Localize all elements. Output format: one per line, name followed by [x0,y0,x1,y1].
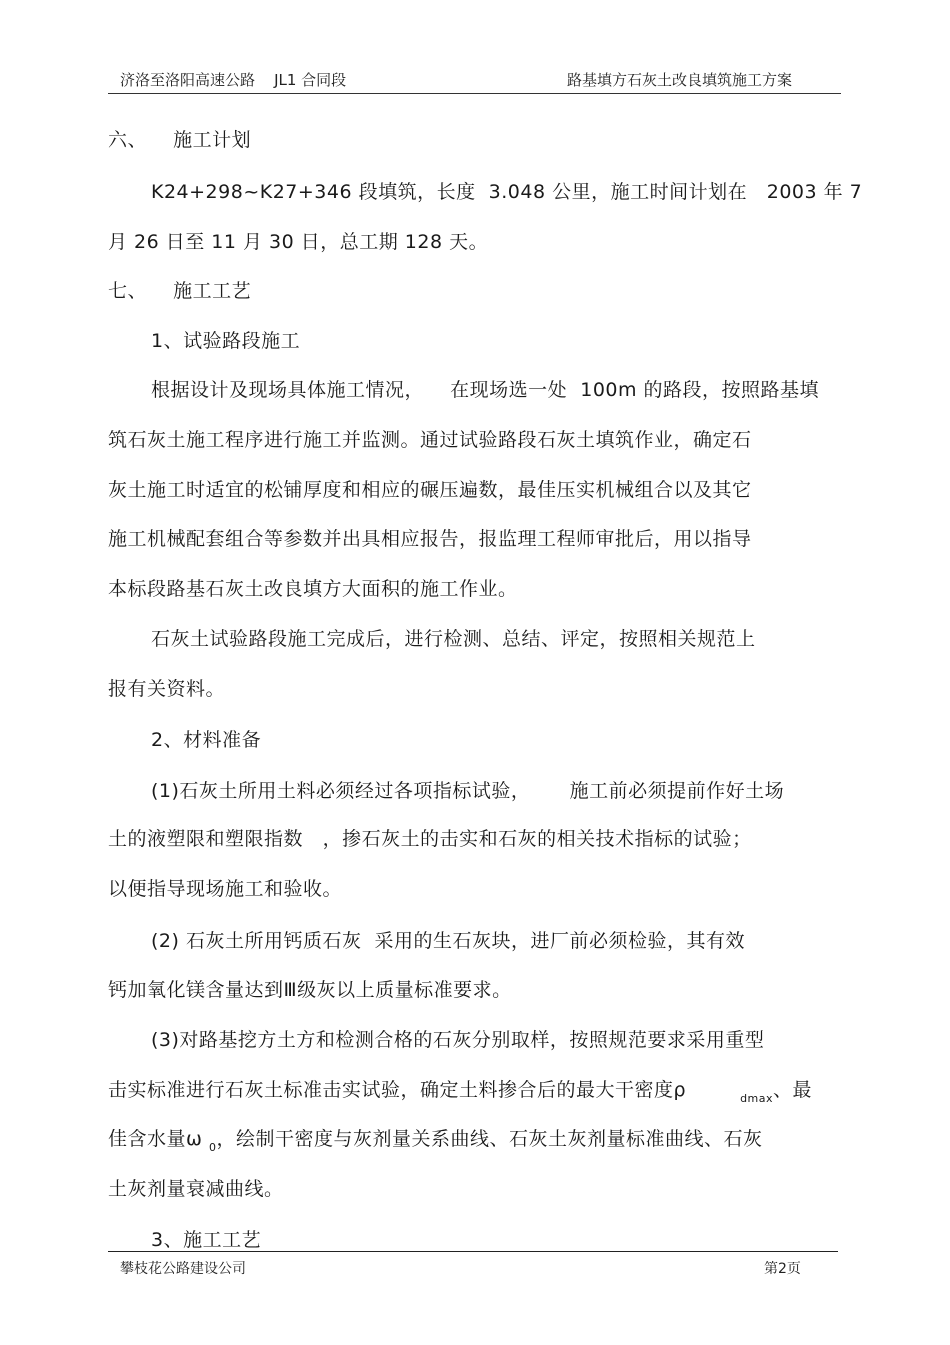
subscript-dmax: dmax [740,1092,774,1105]
paragraph-line: (3)对路基挖方土方和检测合格的石灰分别取样，按照规范要求采用重型 [151,1029,765,1051]
footer-divider [108,1251,838,1252]
page-number: 第2页 [764,1261,801,1277]
paragraph-line: 报有关资料。 [108,678,226,700]
header-left: 济洛至洛阳高速公路 JL1 合同段 [120,71,347,89]
paragraph-line: 月 26 日至 11 月 30 日，总工期 128 天。 [108,231,489,253]
footer-left: 攀枝花公路建设公司 [120,1261,246,1277]
paragraph-line: 土灰剂量衰减曲线。 [108,1178,284,1200]
header-right: 路基填方石灰土改良填筑施工方案 [567,71,793,89]
paragraph-line-with-subscript [108,1127,762,1154]
paragraph-line: 本标段路基石灰土改良填方大面积的施工作业。 [108,578,518,600]
paragraph-line-with-subscript [108,1078,812,1105]
paragraph-line: 施工机械配套组合等参数并出具相应报告，报监理工程师审批后，用以指导 [108,528,752,550]
paragraph-line: K24+298~K27+346 段填筑，长度 3.048 公里，施工时间计划在 2003 年 7 [151,181,863,203]
section-6-heading: 六、 施工计划 [108,129,252,151]
paragraph-line: 灰土施工时适宜的松铺厚度和相应的碾压遍数，最佳压实机械组合以及其它 [108,479,752,501]
subsection-2-heading: 2、材料准备 [151,729,262,751]
subsection-3-heading: 3、施工工艺 [151,1229,262,1251]
text-run: ，绘制干密度与灰剂量关系曲线、石灰土灰剂量标准曲线、石灰 [216,1128,763,1150]
subscript-0: 0 [208,1141,217,1154]
paragraph-line: (1)石灰土所用土料必须经过各项指标试验， 施工前必须提前作好土场 [151,780,785,802]
subsection-1-heading: 1、试验路段施工 [151,330,301,352]
text-run: 击实标准进行石灰土标准击实试验，确定土料掺合后的最大干密度ρ [108,1079,687,1101]
paragraph-line: 石灰土试验路段施工完成后，进行检测、总结、评定，按照相关规范上 [151,628,756,650]
paragraph-line: 土的液塑限和塑限指数 ，掺石灰土的击实和石灰的相关技术指标的试验； [108,828,752,850]
paragraph-line: 筑石灰土施工程序进行施工并监测。通过试验路段石灰土填筑作业，确定石 [108,429,752,451]
section-7-heading: 七、 施工工艺 [108,280,252,302]
paragraph-line: 钙加氧化镁含量达到Ⅲ级灰以上质量标准要求。 [108,979,512,1001]
header-divider [108,93,841,94]
paragraph-line: 以便指导现场施工和验收。 [108,878,343,900]
paragraph-line: (2) 石灰土所用钙质石灰 采用的生石灰块，进厂前必须检验，其有效 [151,930,746,952]
text-run: 、最 [773,1079,813,1101]
paragraph-line: 根据设计及现场具体施工情况， 在现场选一处 100m 的路段，按照路基填 [151,379,820,401]
text-run: 佳含水量ω [108,1128,209,1150]
